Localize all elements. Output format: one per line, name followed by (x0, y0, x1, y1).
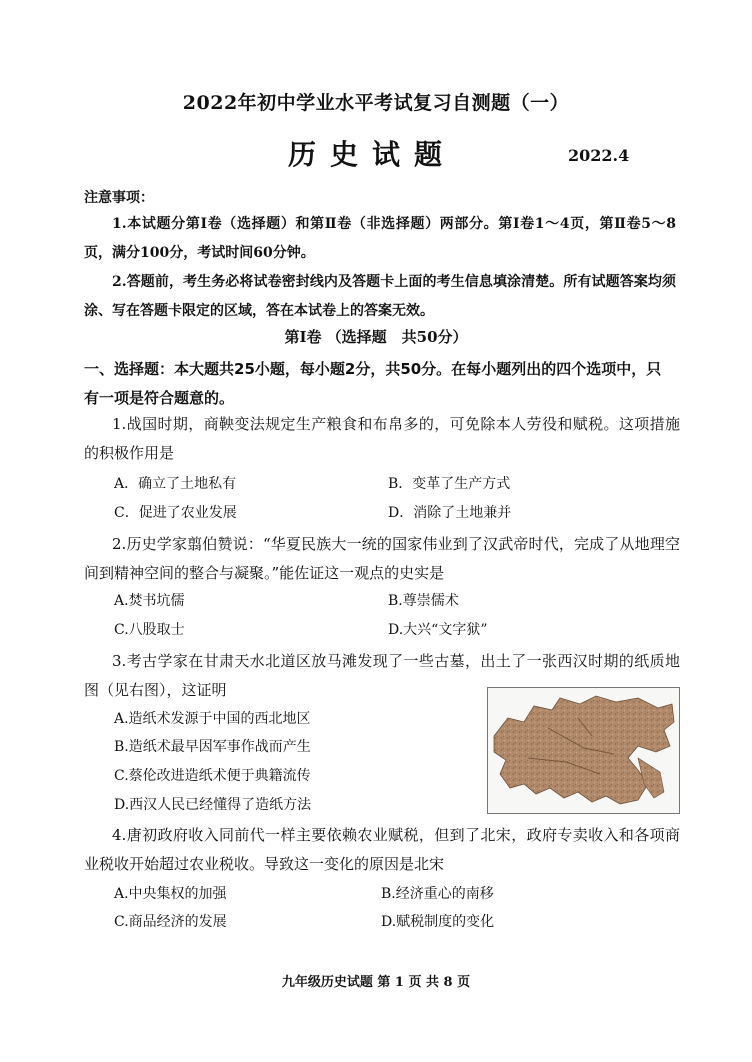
question-3-option-d: D.西汉人民已经懂得了造纸方法 (114, 797, 312, 813)
question-3-option-c: C.蔡伦改进造纸术便于典籍流传 (114, 768, 311, 784)
question-3-option-a: A.造纸术发源于中国的西北地区 (114, 711, 311, 727)
paper-map-image (487, 687, 680, 814)
question-2-option-d: D.大兴“文字狱” (388, 622, 488, 638)
question-3-option-b: B.造纸术最早因军事作战而产生 (114, 739, 311, 755)
question-1-option-d: D．消除了土地兼并 (388, 505, 512, 521)
notice-item-1: 1.本试题分第Ⅰ卷（选择题）和第Ⅱ卷（非选择题）两部分。第Ⅰ卷1～4页，第Ⅱ卷5～8页，满分100分，考试时间60分钟。 (84, 216, 676, 261)
question-4-option-d: D.赋税制度的变化 (381, 914, 495, 930)
notice-item-2: 2.答题前，考生务必将试卷密封线内及答题卡上面的考生信息填涂清楚。所有试题答案均须涂、写在答题卡限定的区域，答在本试卷上的答案无效。 (84, 274, 676, 319)
exam-date: 2022.4 (568, 146, 630, 165)
page-footer: 九年级历史试题 第 1 页 共 8 页 (281, 975, 471, 990)
question-1-option-c: C．促进了农业发展 (114, 505, 237, 521)
notice-heading: 注意事项： (84, 190, 154, 206)
question-2-option-a: A.焚书坑儒 (114, 593, 185, 609)
question-1-option-b: B．变革了生产方式 (388, 476, 511, 492)
question-4-stem: 4.唐初政府收入同前代一样主要依赖农业赋税，但到了北宋，政府专卖收入和各项商业税收开始超过农业税收。导致这一变化的原因是北宋 (84, 826, 680, 873)
question-4-option-c: C.商品经济的发展 (114, 914, 227, 930)
paper-map-drawing (488, 688, 679, 813)
question-2-option-c: C.八股取士 (114, 622, 185, 638)
question-2-stem: 2.历史学家翦伯赞说：“华夏民族大一统的国家伟业到了汉武帝时代，完成了从地理空间到精神空间的整合与凝聚。”能佐证这一观点的史实是 (84, 535, 680, 582)
question-2-option-b: B.尊崇儒术 (388, 593, 459, 609)
part-instruction: 一、选择题：本大题共25小题，每小题2分，共50分。在每小题列出的四个选项中，只有一项是符合题意的。 (84, 360, 662, 407)
question-1-option-a: A．确立了土地私有 (114, 476, 237, 492)
question-4-option-b: B.经济重心的南移 (381, 886, 494, 902)
question-3-stem: 3.考古学家在甘肃天水北道区放马滩发现了一些古墓，出土了一张西汉时期的纸质地图（见右图），这证明 (84, 652, 680, 699)
question-4-option-a: A.中央集权的加强 (114, 886, 227, 902)
exam-title: 2022年初中学业水平考试复习自测题（一） (182, 92, 570, 114)
subject-title: 历史试题 (288, 138, 457, 171)
section-title: 第Ⅰ卷 （选择题 共50分） (284, 328, 468, 346)
question-1-stem: 1.战国时期，商鞅变法规定生产粮食和布帛多的，可免除本人劳役和赋税。这项措施的积极作用是 (84, 415, 680, 462)
